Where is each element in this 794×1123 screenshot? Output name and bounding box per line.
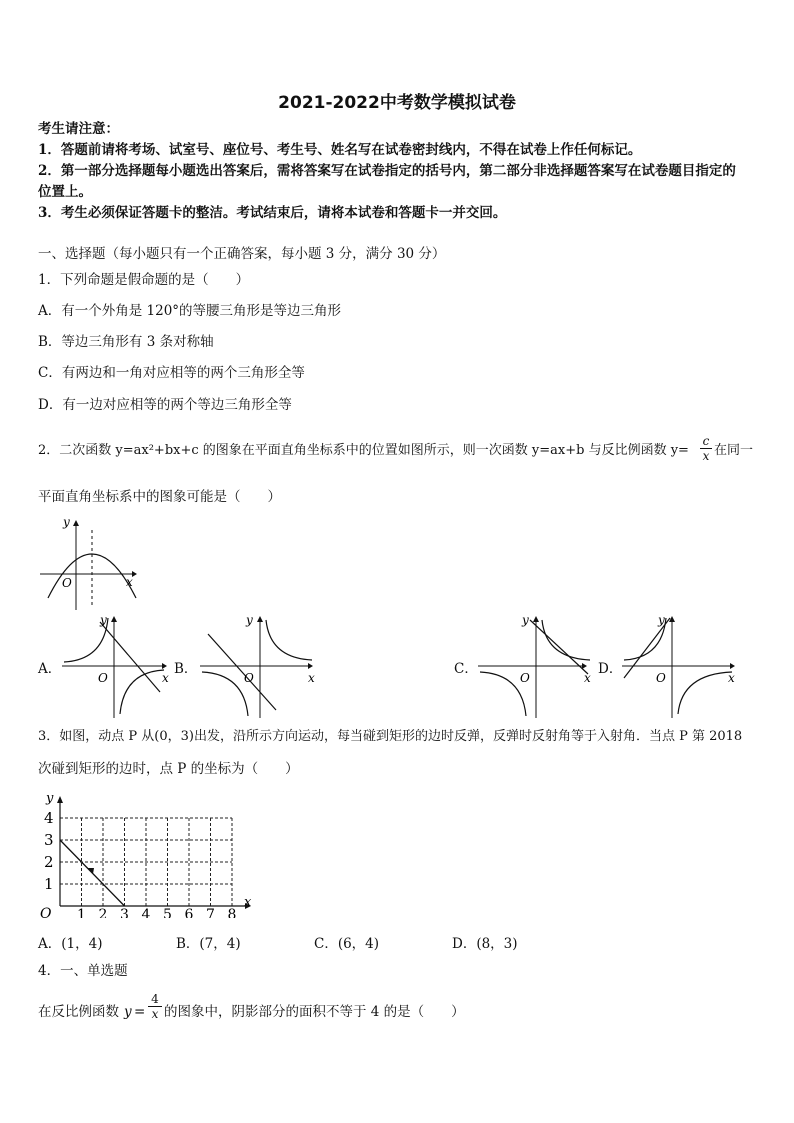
q4-func-y: y bbox=[124, 1004, 132, 1020]
q4-fraction bbox=[148, 992, 162, 1021]
q4-frac-num: 4 bbox=[151, 992, 159, 1006]
q3-y-arrow bbox=[57, 796, 63, 803]
d-x-arrow bbox=[730, 663, 735, 669]
d-hyperbola-lower bbox=[678, 672, 732, 714]
a-x-arrow bbox=[162, 663, 167, 669]
q2-stem-part2: 在同一 bbox=[714, 443, 754, 458]
q2-frac-den: x bbox=[702, 449, 710, 463]
q4-heading: 4．一、单选题 bbox=[38, 963, 128, 979]
notice-item-2: 2．第一部分选择题每小题选出答案后，需将答案写在试卷指定的括号内，第二部分非选择题答案写在试卷题目指定的 bbox=[38, 163, 736, 179]
q2-option-c-graph bbox=[476, 612, 596, 720]
q1-option-a: A．有一个外角是 120°的等腰三角形是等边三角形 bbox=[38, 303, 342, 319]
q3-option-a: A．(1，4) bbox=[38, 936, 103, 952]
q3-x-tick-4: 4 bbox=[141, 907, 151, 918]
section-heading: 一、选择题（每小题只有一个正确答案，每小题 3 分，满分 30 分） bbox=[38, 246, 446, 262]
q2-origin-label: O bbox=[62, 576, 72, 590]
q3-x-tick-2: 2 bbox=[98, 907, 108, 918]
q2-option-a-graph bbox=[60, 612, 172, 720]
a-x-label: x bbox=[162, 671, 169, 685]
c-y-arrow bbox=[533, 616, 539, 622]
exam-title: 2021-2022中考数学模拟试卷 bbox=[278, 93, 516, 113]
q2-frac-num: c bbox=[702, 434, 710, 448]
notice-item-3: 3．考生必须保证答题卡的整洁。考试结束后，请将本试卷和答题卡一并交回。 bbox=[38, 205, 507, 221]
q3-y-label: y bbox=[46, 791, 54, 806]
b-x-label: x bbox=[308, 671, 315, 685]
q3-grid-graph bbox=[36, 788, 258, 918]
d-y-label: y bbox=[658, 613, 665, 627]
q2-option-b-label: B． bbox=[174, 661, 198, 677]
d-line bbox=[624, 618, 670, 678]
q3-y-tick-4: 4 bbox=[44, 809, 54, 827]
a-y-arrow bbox=[111, 616, 117, 622]
q4-func-eq: = bbox=[134, 1004, 146, 1020]
b-y-label: y bbox=[246, 613, 253, 627]
q2-stem-part1: 2．二次函数 y=ax²+bx+c 的图象在平面直角坐标系中的位置如图所示，则一次函数 y=ax+b 与反比例函数 y= bbox=[38, 443, 689, 458]
notice-item-2-cont: 位置上。 bbox=[38, 184, 92, 200]
q3-option-d: D．(8，3) bbox=[452, 936, 518, 952]
d-x-label: x bbox=[728, 671, 735, 685]
q3-direction-arrow bbox=[88, 868, 94, 874]
q1-option-c: C．有两边和一角对应相等的两个三角形全等 bbox=[38, 365, 305, 381]
a-y-label: y bbox=[100, 613, 107, 627]
q3-origin-label: O bbox=[40, 906, 52, 918]
q3-x-tick-6: 6 bbox=[184, 907, 194, 918]
q2-x-label: x bbox=[126, 575, 133, 589]
notice-heading: 考生请注意： bbox=[38, 121, 119, 137]
q3-option-b: B．(7，4) bbox=[176, 936, 241, 952]
q3-y-tick-2: 2 bbox=[44, 853, 54, 871]
c-origin-label: O bbox=[520, 671, 530, 685]
q2-y-arrow bbox=[73, 520, 79, 526]
q3-stem-line2: 次碰到矩形的边时，点 P 的坐标为（ ） bbox=[38, 761, 299, 777]
q3-x-tick-7: 7 bbox=[206, 907, 215, 918]
a-origin-label: O bbox=[98, 671, 108, 685]
q3-x-tick-5: 5 bbox=[163, 907, 172, 918]
b-hyperbola-lower bbox=[202, 672, 248, 716]
b-origin-label: O bbox=[244, 671, 254, 685]
q1-option-d: D．有一边对应相等的两个等边三角形全等 bbox=[38, 397, 292, 413]
b-y-arrow bbox=[257, 616, 263, 622]
d-origin-label: O bbox=[656, 671, 666, 685]
c-x-label: x bbox=[584, 671, 591, 685]
q4-stem-part1: 在反比例函数 bbox=[38, 1004, 119, 1020]
q2-stem-line2: 平面直角坐标系中的图象可能是（ ） bbox=[38, 489, 281, 505]
q1-stem: 1．下列命题是假命题的是（ ） bbox=[38, 272, 250, 288]
notice-item-1: 1．答题前请将考场、试室号、座位号、考生号、姓名写在试卷密封线内，不得在试卷上作任何标记。 bbox=[38, 142, 642, 158]
q2-fraction bbox=[700, 434, 712, 463]
q4-stem-part2: 的图象中，阴影部分的面积不等于 4 的是（ ） bbox=[164, 1004, 465, 1020]
q3-stem-line1: 3．如图，动点 P 从(0，3)出发，沿所示方向运动，每当碰到矩形的边时反弹，反弹时反射角等于入射角．当点 P 第 2018 bbox=[38, 729, 743, 744]
q3-x-tick-3: 3 bbox=[120, 907, 129, 918]
q2-option-d-label: D． bbox=[598, 661, 623, 677]
c-x-arrow bbox=[582, 663, 587, 669]
q2-option-d-graph bbox=[620, 612, 742, 720]
q3-y-tick-1: 1 bbox=[44, 875, 54, 893]
q3-x-label: x bbox=[244, 895, 252, 910]
c-y-label: y bbox=[522, 613, 529, 627]
q3-option-c: C．(6，4) bbox=[314, 936, 380, 952]
q2-parabola-graph bbox=[36, 516, 140, 612]
q3-y-tick-3: 3 bbox=[44, 831, 54, 849]
a-line bbox=[100, 622, 160, 692]
q4-frac-den: x bbox=[151, 1007, 159, 1021]
q1-option-b: B．等边三角形有 3 条对称轴 bbox=[38, 334, 214, 350]
a-hyperbola-lower bbox=[120, 670, 164, 714]
q3-x-tick-8: 8 bbox=[227, 907, 237, 918]
q3-x-tick-1: 1 bbox=[77, 907, 86, 918]
b-x-arrow bbox=[308, 663, 313, 669]
b-line bbox=[208, 634, 276, 710]
b-hyperbola-upper bbox=[266, 620, 312, 660]
q2-y-label: y bbox=[63, 516, 70, 529]
q2-option-b-graph bbox=[198, 612, 320, 720]
q2-option-c-label: C． bbox=[454, 661, 478, 677]
q2-option-a-label: A． bbox=[38, 661, 62, 677]
